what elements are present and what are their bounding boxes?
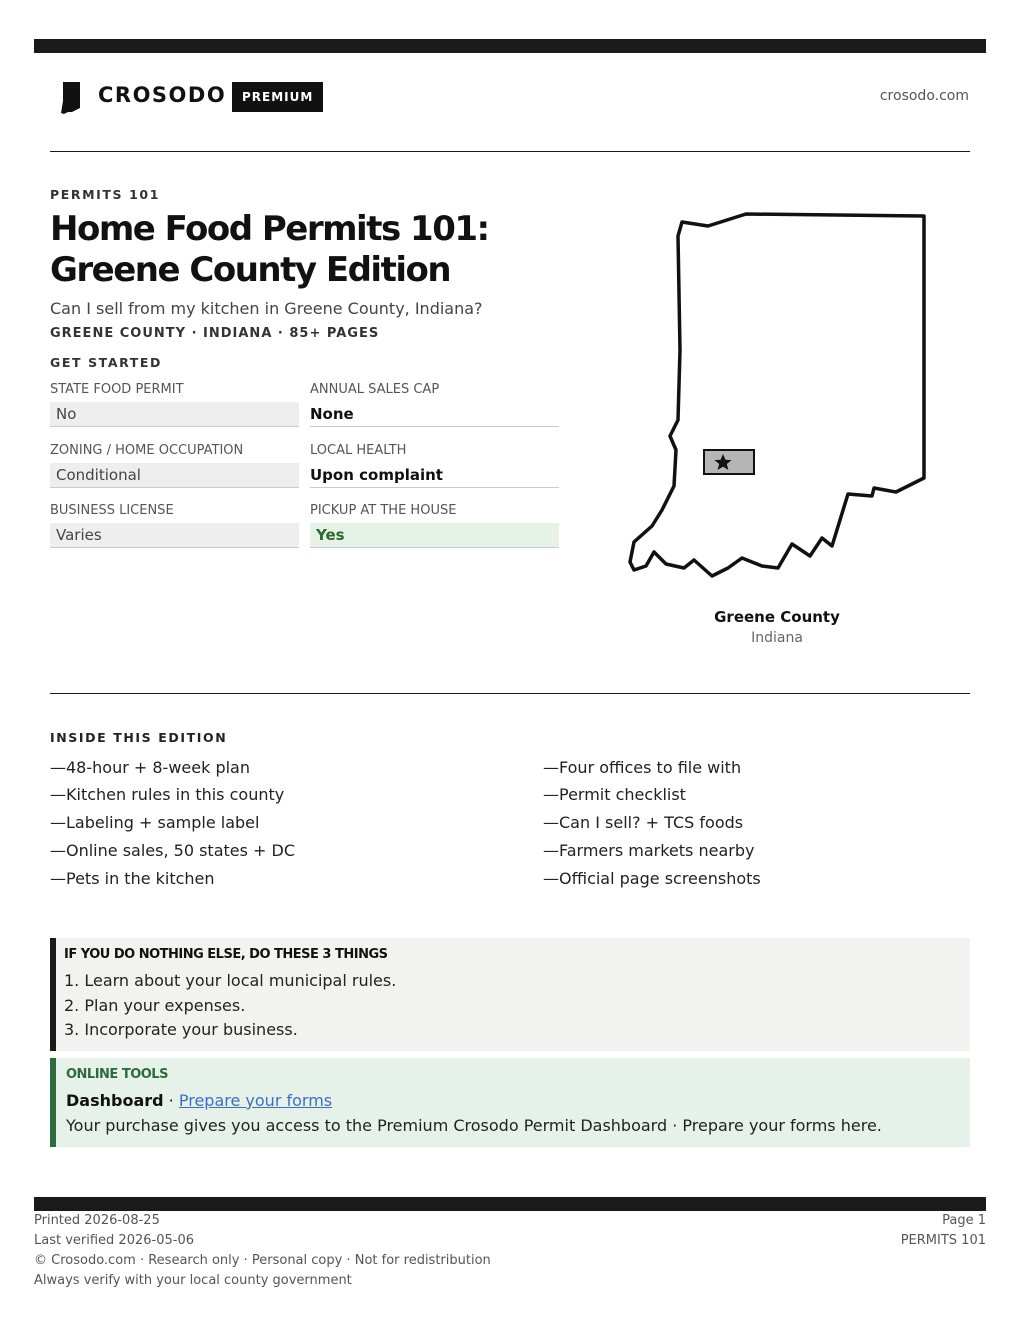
fact-state-food-permit (50, 380, 299, 427)
list-item: —Kitchen rules in this county (50, 785, 285, 804)
fact-label: STATE FOOD PERMIT (50, 382, 184, 397)
tools-description: Your purchase gives you access to the Premium Crosodo Permit Dashboard · Prepare your forms here. (66, 1116, 882, 1135)
list-item: —Labeling + sample label (50, 813, 260, 832)
three-things-callout (50, 938, 970, 1051)
fact-value: Upon complaint (310, 463, 559, 488)
list-item: —Can I sell? + TCS foods (543, 813, 744, 832)
premium-badge: PREMIUM (232, 82, 323, 112)
fact-annual-sales-cap (310, 380, 559, 427)
brand-name: CROSODO (98, 83, 227, 107)
map-state-name: Indiana (751, 630, 803, 646)
list-item: —Farmers markets nearby (543, 841, 755, 860)
fact-label: PICKUP AT THE HOUSE (310, 503, 457, 518)
verify-notice: Always verify with your local county government (34, 1273, 352, 1288)
indiana-state-map (626, 210, 928, 580)
fact-label: BUSINESS LICENSE (50, 503, 174, 518)
fact-value: Yes (310, 523, 559, 548)
get-started-label: GET STARTED (50, 355, 163, 370)
footer-section: PERMITS 101 (900, 1233, 986, 1248)
state-outline (630, 214, 924, 576)
fact-label: ZONING / HOME OCCUPATION (50, 443, 244, 458)
printed-date: Printed 2026-08-25 (34, 1213, 160, 1228)
fact-value: Varies (50, 523, 299, 548)
edition-meta: GREENE COUNTY · INDIANA · 85+ PAGES (50, 326, 380, 341)
fact-business-license (50, 501, 299, 548)
dashboard-label: Dashboard (66, 1091, 164, 1110)
callout-heading: IF YOU DO NOTHING ELSE, DO THESE 3 THINGS (64, 947, 388, 962)
site-url[interactable]: crosodo.com (879, 88, 969, 104)
list-item: —Official page screenshots (543, 869, 761, 888)
page-subtitle: Can I sell from my kitchen in Greene County, Indiana? (50, 299, 483, 318)
list-item: —Four offices to file with (543, 758, 742, 777)
eyebrow-label: PERMITS 101 (50, 187, 160, 202)
section-divider (50, 693, 970, 694)
header-divider (50, 151, 970, 152)
fact-label: LOCAL HEALTH (310, 443, 407, 458)
online-tools-callout (50, 1058, 970, 1147)
bottom-rule-bar (34, 1197, 986, 1211)
page-number: Page 1 (942, 1213, 986, 1228)
top-rule-bar (34, 39, 986, 53)
fact-zoning (50, 441, 299, 488)
indiana-logo-icon (60, 81, 82, 115)
list-item: —Pets in the kitchen (50, 869, 215, 888)
fact-value: Conditional (50, 463, 299, 488)
callout-step: 2. Plan your expenses. (64, 996, 246, 1015)
fact-pickup (310, 501, 559, 548)
list-item: —48-hour + 8-week plan (50, 758, 250, 777)
fact-local-health (310, 441, 559, 488)
tools-heading: ONLINE TOOLS (66, 1067, 168, 1082)
callout-step: 3. Incorporate your business. (64, 1020, 298, 1039)
fact-value: No (50, 402, 299, 427)
list-item: —Permit checklist (543, 785, 686, 804)
callout-step: 1. Learn about your local municipal rules. (64, 971, 397, 990)
fact-value: None (310, 402, 559, 427)
separator: · (168, 1091, 174, 1110)
list-item: —Online sales, 50 states + DC (50, 841, 296, 860)
fact-label: ANNUAL SALES CAP (310, 382, 440, 397)
page-title: Home Food Permits 101: Greene County Edition (50, 209, 489, 290)
tools-dashboard-line (66, 1091, 332, 1110)
copyright-notice: © Crosodo.com · Research only · Personal copy · Not for redistribution (34, 1253, 491, 1268)
prepare-forms-link[interactable]: Prepare your forms (178, 1091, 333, 1110)
contents-heading: INSIDE THIS EDITION (50, 730, 228, 745)
verified-date: Last verified 2026-05-06 (34, 1233, 194, 1248)
map-county-name: Greene County (714, 608, 840, 626)
